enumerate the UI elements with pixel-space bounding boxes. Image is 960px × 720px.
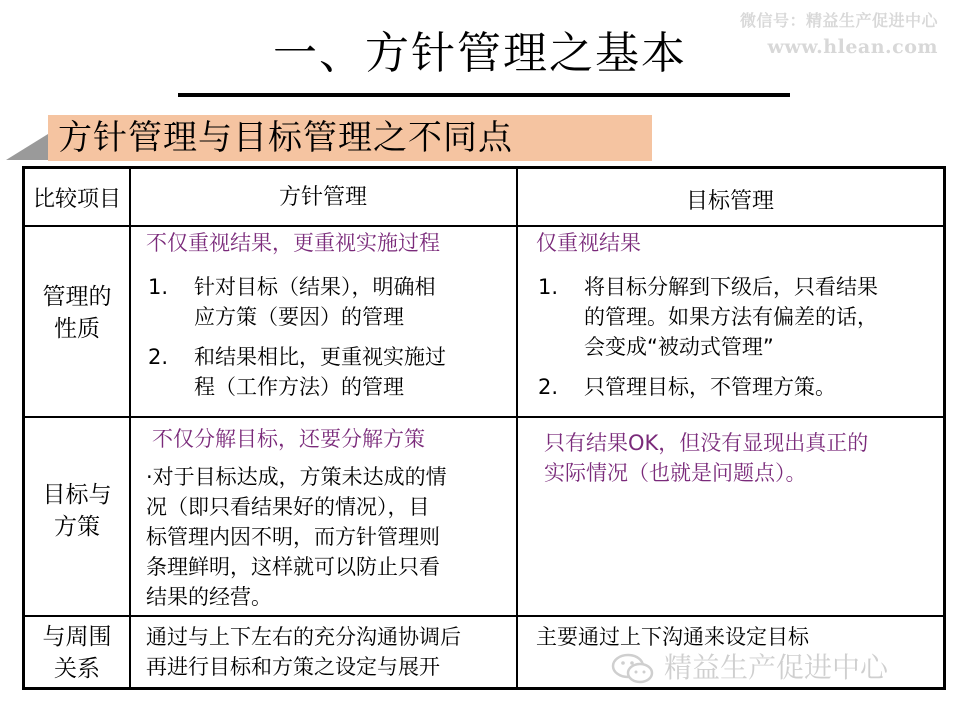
list-item [194,342,446,402]
list-number: 1. [148,275,169,299]
row-label-line: 方策 [54,514,100,540]
list-item [584,372,836,402]
table-row-divider-2 [22,416,946,418]
body-line: 只有结果OK，但没有显现出真正的 [544,431,869,455]
bottom-watermark [610,648,940,688]
table-col-divider-1 [129,166,131,690]
row-label-line: 性质 [54,316,100,342]
comparison-table [22,166,946,690]
watermark-wechat: 微信号：精益生产促进中心 [739,11,938,30]
body-line: 再进行目标和方策之设定与展开 [146,655,440,679]
body-line: 条理鲜明，这样就可以防止只看 [146,555,440,579]
row-label-nature [25,281,129,345]
header-target-management: 目标管理 [685,189,774,214]
target-measure-body [544,428,868,488]
list-item [584,272,878,362]
table-border-right [943,166,946,690]
body-line: 况（即只看结果好的情况），目 [146,495,430,519]
list-item-line: 程（工作方法）的管理 [194,375,404,399]
wechat-icon [610,652,656,686]
row-label-line: 关系 [54,656,100,682]
table-border-left [22,166,25,690]
body-line: ·对于目标达成，方策未达成的情 [146,465,447,489]
policy-measure-body [146,462,447,612]
table-border-top [22,166,946,169]
body-line: 实际情况（也就是问题点）。 [544,461,807,485]
list-number: 2. [538,375,559,399]
list-item-line: 只管理目标，不管理方策。 [584,375,836,399]
row-label-line: 与周围 [42,624,112,650]
row-label-relations [25,621,129,685]
table-col-divider-2 [516,166,518,690]
list-item-line: 将目标分解到下级后，只看结果 [584,275,878,299]
list-number: 2. [148,345,169,369]
page-title: 一、方针管理之基本 [273,28,687,79]
title-underline [178,93,790,97]
header-policy-management: 方针管理 [278,185,367,210]
body-line: 结果的经营。 [146,585,272,609]
row-label-line: 目标与 [42,482,112,508]
body-line: 主要通过上下沟通来设定目标 [536,625,809,649]
policy-relations-body [146,622,461,682]
policy-measure-lead: 不仅分解目标，还要分解方策 [152,427,425,451]
list-item-line: 和结果相比，更重视实施过 [194,345,446,369]
list-item-line: 的管理。如果方法有偏差的话， [584,305,878,329]
bottom-watermark-text: 精益生产促进中心 [664,651,889,684]
table-row-divider-3 [22,615,946,617]
header-compare-item: 比较项目 [32,187,121,212]
policy-nature-lead: 不仅重视结果，更重视实施过程 [146,231,440,255]
list-item-line: 会变成“被动式管理” [584,335,774,359]
list-number: 1. [538,275,559,299]
table-row-divider-1 [22,225,946,227]
list-item-line: 应方策（要因）的管理 [194,305,404,329]
body-line: 通过与上下左右的充分沟通协调后 [146,625,461,649]
body-line: 标管理内因不明，而方针管理则 [146,525,440,549]
watermark-url: www.hlean.com [767,36,938,58]
subtitle-triangle-decoration [6,134,48,160]
target-nature-lead: 仅重视结果 [536,231,641,255]
list-item [194,272,436,332]
list-item-line: 针对目标（结果），明确相 [194,275,436,299]
row-label-target-and-measure [25,479,129,543]
row-label-line: 管理的 [42,284,112,310]
subtitle: 方针管理与目标管理之不同点 [58,118,513,158]
